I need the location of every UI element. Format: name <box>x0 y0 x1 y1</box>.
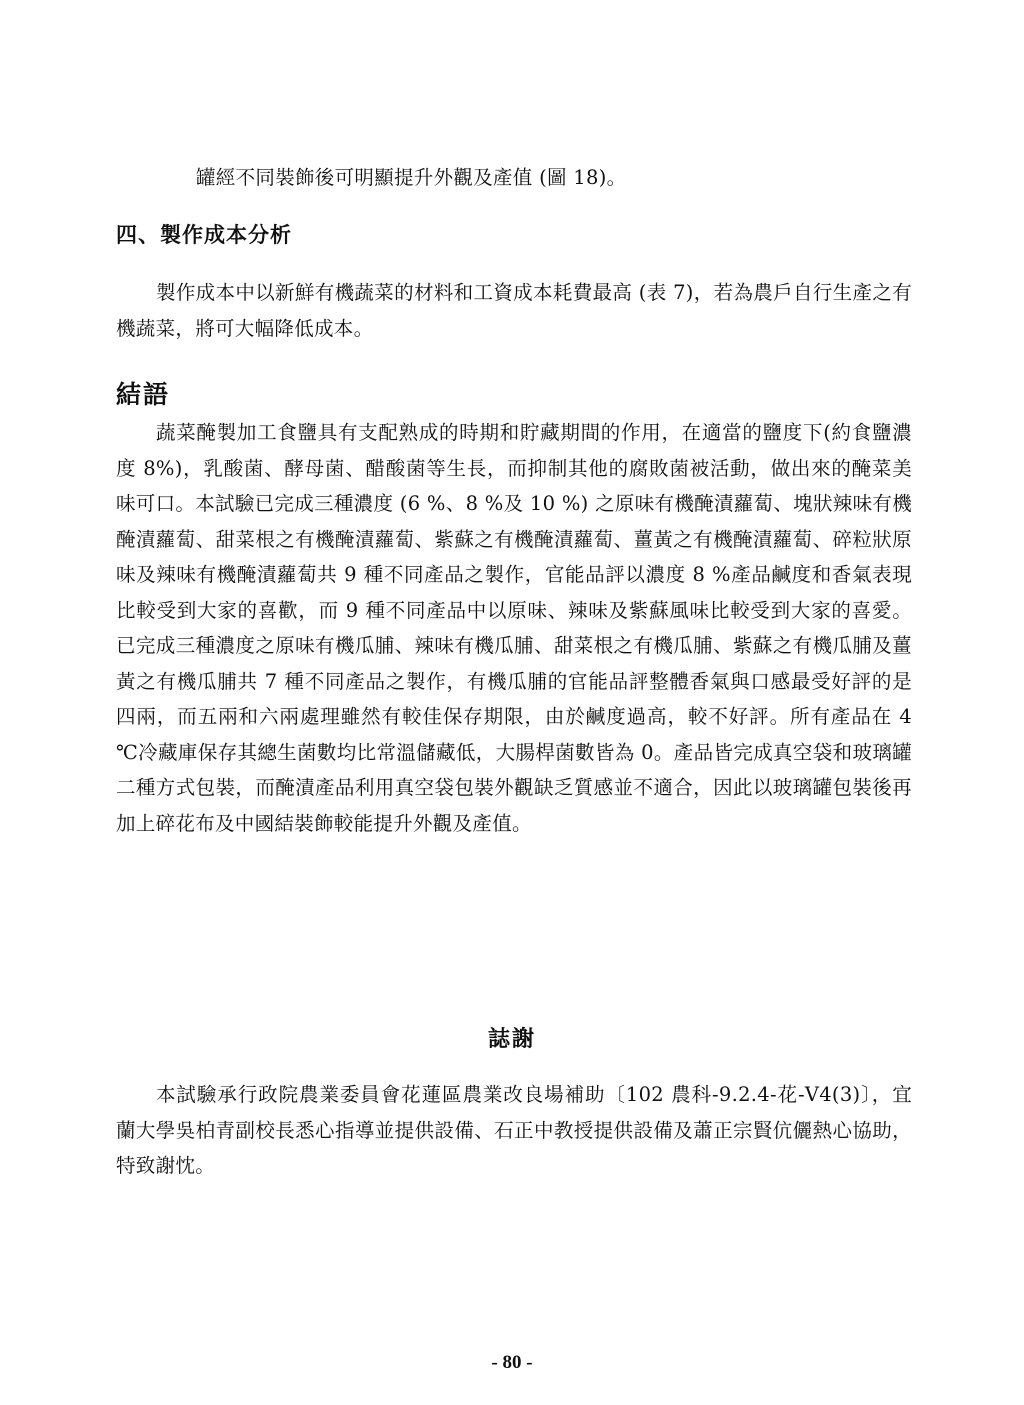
acknowledgement-paragraph: 本試驗承行政院農業委員會花蓮區農業改良場補助〔102 農科-9.2.4-花-V4(3)〕，宜蘭大學吳柏青副校長悉心指導並提供設備、石正中教授提供設備及蕭正宗賢伉儷熱心協助，特致謝忱。 <box>116 1083 912 1177</box>
cost-analysis-paragraph: 製作成本中以新鮮有機蔬菜的材料和工資成本耗費最高 (表 7)，若為農戶自行生產之有機蔬菜，將可大幅降低成本。 <box>116 281 912 340</box>
conclusion-paragraph: 蔬菜醃製加工食鹽具有支配熟成的時期和貯藏期間的作用，在適當的鹽度下(約食鹽濃度 8%)，乳酸菌、酵母菌、醋酸菌等生長，而抑制其他的腐敗菌被活動，做出來的醃菜美味可口。本試驗已完成三種濃度 (6 %、8 %及 10 %) 之原味有機醃漬蘿蔔、塊狀辣味有機醃漬蘿蔔、甜菜根之有機醃漬蘿蔔、紫蘇之有機醃漬蘿蔔、薑黃之有機醃漬蘿蔔、碎粒狀原味及辣味有機醃漬蘿蔔共 9 種不同產品之製作，官能品評以濃度 8 %產品鹹度和香氣表現比較受到大家的喜歡，而 9 種不同產品中以原味、辣味及紫蘇風味比較受到大家的喜愛。已完成三種濃度之原味有機瓜脯、辣味有機瓜脯、甜菜根之有機瓜脯、紫蘇之有機瓜脯及薑黃之有機瓜脯共 7 種不同產品之製作，有機瓜脯的官能品評整體香氣與口感最受好評的是四兩，而五兩和六兩處理雖然有較佳保存期限，由於鹹度過高，較不好評。所有產品在 4 ℃冷藏庫保存其總生菌數均比常溫儲藏低，大腸桿菌數皆為 0。產品皆完成真空袋和玻璃罐二種方式包裝，而醃漬產品利用真空袋包裝外觀缺乏質感並不適合，因此以玻璃罐包裝後再加上碎花布及中國結裝飾較能提升外觀及產值。 <box>116 421 912 835</box>
cost-analysis-heading: 四、製作成本分析 <box>116 223 292 247</box>
acknowledgement-heading: 誌謝 <box>487 1027 536 1052</box>
page-number: - 80 - <box>491 1352 533 1373</box>
continuation-paragraph: 罐經不同裝飾後可明顯提升外觀及產值 (圖 18)。 <box>196 166 627 189</box>
conclusion-heading: 結語 <box>116 380 171 409</box>
